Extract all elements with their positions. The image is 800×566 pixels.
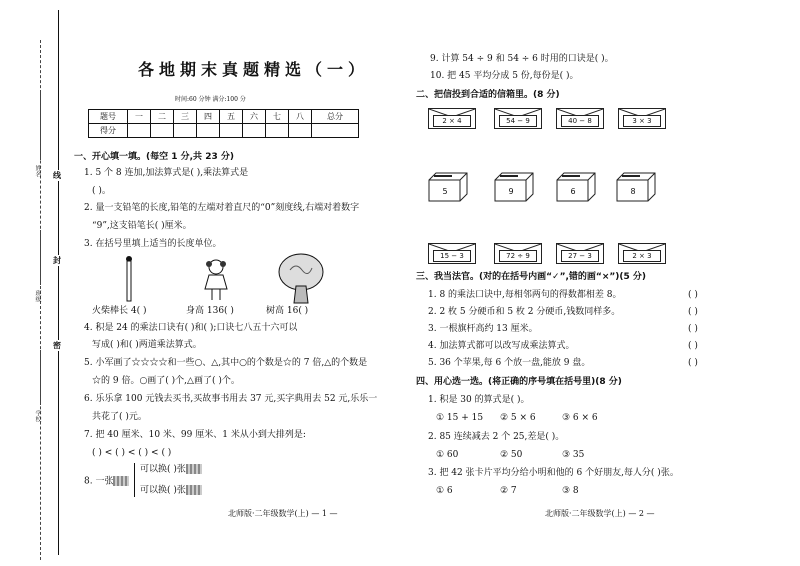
banknote-image xyxy=(186,464,202,474)
envelope-label: 40 − 8 xyxy=(561,115,599,127)
envelope[interactable] xyxy=(428,108,476,129)
side-label-name: 姓名 xyxy=(34,165,41,177)
q5-line1: 5. 小军画了☆☆☆☆和一些○、△,其中○的个数是☆的 7 倍,△的个数是 xyxy=(84,358,368,368)
cut-mark-xian: 线 xyxy=(53,170,61,180)
score-cell[interactable] xyxy=(151,124,174,138)
judge-item-5: 5. 36 个苹果,每 6 个放一盘,能放 9 盘。 xyxy=(428,358,591,368)
section4-title: 四、用心选一选。(将正确的序号填在括号里)(8 分) xyxy=(416,377,622,387)
envelope-label: 2 × 4 xyxy=(433,115,471,127)
q8-prefix xyxy=(84,476,129,488)
section1-title: 一、开心填一填。(每空 1 分,共 23 分) xyxy=(74,152,234,162)
choice-q3-opt1[interactable]: ① 6 xyxy=(436,486,453,496)
envelope[interactable] xyxy=(556,243,604,264)
q8-option1-text: 可以换( )张 xyxy=(140,464,186,475)
mailbox[interactable] xyxy=(428,172,468,202)
score-cell[interactable] xyxy=(243,124,266,138)
choice-q1: 1. 积是 30 的算式是( )。 xyxy=(428,395,530,405)
score-header-total: 总分 xyxy=(312,110,359,124)
q1-line2: ( )。 xyxy=(92,186,111,196)
judge-item-1: 1. 8 的乘法口诀中,每相邻两句的得数都相差 8。 xyxy=(428,290,622,300)
binding-line-solid xyxy=(58,10,59,555)
q1-line1: 1. 5 个 8 连加,加法算式是( ),乘法算式是 xyxy=(84,168,249,178)
q8-prefix-text: 8. 一张 xyxy=(84,476,114,487)
side-blank-class xyxy=(40,230,41,285)
score-header-col: 七 xyxy=(266,110,289,124)
q6-line1: 6. 乐乐拿 100 元钱去买书,买故事书用去 37 元,买字典用去 52 元,乐乐一 xyxy=(84,394,378,404)
envelope-label: 72 ÷ 9 xyxy=(499,250,537,262)
judge-item-4: 4. 加法算式都可以改写成乘法算式。 xyxy=(428,341,575,351)
envelope-label: 27 − 3 xyxy=(561,250,599,262)
mailbox-number: 9 xyxy=(508,187,514,196)
q3-item-matchstick: 火柴棒长 4( ) xyxy=(92,306,147,316)
q10: 10. 把 45 平均分成 5 份,每份是( )。 xyxy=(430,71,579,81)
page1-footer: 北师版·二年级数学(上) — 1 — xyxy=(228,509,338,518)
girl-dress xyxy=(205,275,227,289)
mailbox[interactable] xyxy=(616,172,656,202)
q9: 9. 计算 54 ÷ 9 和 54 ÷ 6 时用的口诀是( )。 xyxy=(430,54,614,64)
choice-q2-opt1[interactable]: ① 60 xyxy=(436,450,459,460)
score-table xyxy=(88,109,359,138)
envelope[interactable] xyxy=(618,108,666,129)
score-cell[interactable] xyxy=(174,124,197,138)
envelope[interactable] xyxy=(618,243,666,264)
score-header-col: 三 xyxy=(174,110,197,124)
mailbox-number: 8 xyxy=(630,187,636,196)
score-header-col: 二 xyxy=(151,110,174,124)
envelope-label: 3 × 3 xyxy=(623,115,661,127)
score-cell[interactable] xyxy=(128,124,151,138)
banknote-image xyxy=(186,485,202,495)
q2-line1: 2. 量一支铅笔的长度,铅笔的左端对着直尺的“0”刻度线,右端对着数字 xyxy=(84,203,360,213)
envelope-label: 15 − 3 xyxy=(433,250,471,262)
score-cell[interactable] xyxy=(289,124,312,138)
choice-q2-opt2[interactable]: ② 50 xyxy=(500,450,523,460)
q5-line2: ☆的 9 倍。○画了( )个,△画了( )个。 xyxy=(92,376,240,386)
choice-q2: 2. 85 连续减去 2 个 25,差是( )。 xyxy=(428,432,565,442)
banknote-image xyxy=(113,476,129,486)
score-cell[interactable] xyxy=(197,124,220,138)
score-table-header-row xyxy=(89,110,359,124)
q4-line1: 4. 积是 24 的乘法口诀有( )和( );口诀七八五十六可以 xyxy=(84,323,298,333)
q8-option2 xyxy=(140,485,202,497)
score-cell-total[interactable] xyxy=(312,124,359,138)
score-header-col: 一 xyxy=(128,110,151,124)
score-cell[interactable] xyxy=(220,124,243,138)
score-cell[interactable] xyxy=(266,124,289,138)
envelope-label: 2 × 3 xyxy=(623,250,661,262)
q8-option2-text: 可以换( )张 xyxy=(140,485,186,496)
matchstick-illustration xyxy=(124,256,134,302)
q6-line2: 共花了( )元。 xyxy=(92,412,147,422)
exam-title: 各地期末真题精选（一） xyxy=(138,60,370,79)
judge-answer-2[interactable]: ( ) xyxy=(688,307,698,317)
q3-item-height: 身高 136( ) xyxy=(186,306,234,316)
envelope-label: 54 − 9 xyxy=(499,115,537,127)
section3-title: 三、我当法官。(对的在括号内画“✓”,错的画“×”)(5 分) xyxy=(416,272,647,282)
section2-title: 二、把信投到合适的信箱里。(8 分) xyxy=(416,90,560,100)
choice-q1-opt2[interactable]: ② 5 × 6 xyxy=(500,413,536,423)
side-label-class: 班级 xyxy=(34,290,41,302)
choice-q2-opt3[interactable]: ③ 35 xyxy=(562,450,585,460)
girl-illustration xyxy=(200,258,232,302)
choice-q3-opt2[interactable]: ② 7 xyxy=(500,486,517,496)
q8-option1 xyxy=(140,464,202,476)
mailbox[interactable] xyxy=(494,172,534,202)
envelope[interactable] xyxy=(494,243,542,264)
score-row-label: 得分 xyxy=(89,124,128,138)
q4-line2: 写成( )和( )两道乘法算式。 xyxy=(92,340,202,350)
choice-q1-opt1[interactable]: ① 15 + 15 xyxy=(436,413,484,423)
envelope[interactable] xyxy=(556,108,604,129)
page2-footer: 北师版·二年级数学(上) — 2 — xyxy=(545,509,655,518)
cut-mark-feng: 封 xyxy=(53,255,61,265)
score-table-score-row xyxy=(89,124,359,138)
side-label-school: 学校 xyxy=(34,410,41,422)
mailbox-number: 5 xyxy=(442,187,448,196)
q2-line2: “9”,这支铅笔长( )厘米。 xyxy=(92,221,192,231)
judge-item-3: 3. 一根旗杆高约 13 厘米。 xyxy=(428,324,538,334)
score-header-col: 五 xyxy=(220,110,243,124)
q7-line2: ( ) < ( ) < ( ) < ( ) xyxy=(92,448,172,458)
score-header-col: 八 xyxy=(289,110,312,124)
side-blank-school xyxy=(40,350,41,405)
judge-answer-3[interactable]: ( ) xyxy=(688,324,698,334)
q3-text: 3. 在括号里填上适当的长度单位。 xyxy=(84,239,222,249)
exam-meta: 时间:60 分钟 满分:100 分 xyxy=(175,96,246,103)
judge-answer-5[interactable]: ( ) xyxy=(688,358,698,368)
envelope[interactable] xyxy=(428,243,476,264)
mailbox[interactable] xyxy=(556,172,596,202)
choice-q1-opt3[interactable]: ③ 6 × 6 xyxy=(562,413,598,423)
choice-q3-opt3[interactable]: ③ 8 xyxy=(562,486,579,496)
q8-brace xyxy=(134,463,139,497)
score-header-col: 六 xyxy=(243,110,266,124)
score-header-col: 四 xyxy=(197,110,220,124)
matchstick-body xyxy=(127,261,131,301)
tree-illustration xyxy=(276,252,326,304)
score-header-label: 题号 xyxy=(89,110,128,124)
tree-trunk xyxy=(294,286,308,303)
judge-answer-1[interactable]: ( ) xyxy=(688,290,698,300)
q3-item-tree: 树高 16( ) xyxy=(266,306,309,316)
envelope[interactable] xyxy=(494,108,542,129)
judge-answer-4[interactable]: ( ) xyxy=(688,341,698,351)
choice-q3: 3. 把 42 张卡片平均分给小明和他的 6 个好朋友,每人分( )张。 xyxy=(428,468,679,478)
judge-item-2: 2. 2 枚 5 分硬币和 5 枚 2 分硬币,钱数同样多。 xyxy=(428,307,621,317)
q7-line1: 7. 把 40 厘米、10 米、99 厘米、1 米从小到大排列是: xyxy=(84,430,306,440)
mailbox-number: 6 xyxy=(570,187,576,196)
tree-crown xyxy=(279,254,323,290)
side-blank-name xyxy=(40,90,41,160)
cut-mark-mi: 密 xyxy=(53,340,61,350)
